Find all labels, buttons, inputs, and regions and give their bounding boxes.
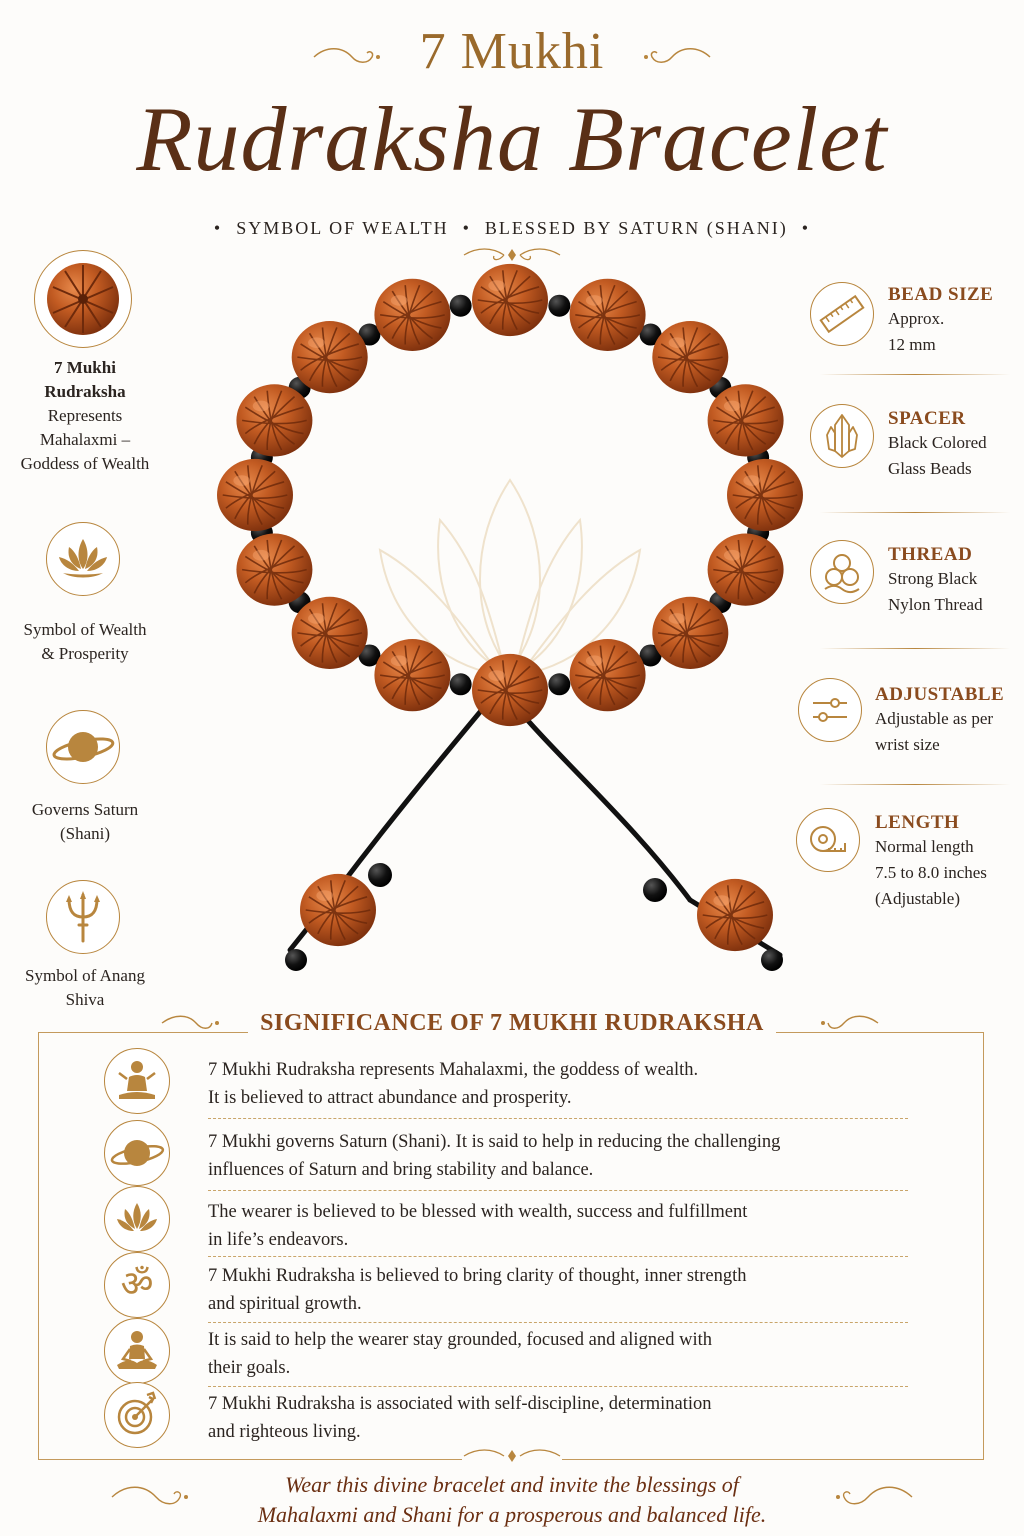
rudraksha-bead (236, 534, 312, 606)
spec-length (875, 812, 987, 912)
ruler-icon (811, 283, 873, 345)
rudraksha-bead (570, 639, 646, 711)
spec-thread-circle (810, 540, 874, 604)
rudraksha-bead (374, 639, 450, 711)
significance-bottom-ornament (462, 1446, 562, 1466)
spec-bead-size-line1: Approx. (888, 309, 945, 328)
spec-adjustable-line1: Adjustable as per (875, 709, 994, 728)
spec-spacer-line2: Glass Beads (888, 459, 972, 478)
black-spacer-bead (368, 863, 392, 887)
left-feature-1-text: Represents Mahalaxmi – Goddess of Wealth (20, 406, 150, 473)
spec-divider (820, 648, 1010, 649)
significance-title: SIGNIFICANCE OF 7 MUKHI RUDRAKSHA (0, 1010, 1024, 1037)
sig-row-1: 7 Mukhi Rudraksha represents Mahalaxmi, the goddess of wealth. It is believed to attract abundance and prosperity. (208, 1060, 699, 1108)
meditation-icon (105, 1319, 169, 1383)
left-feature-3: Governs Saturn (Shani) (31, 800, 139, 843)
lotus-icon (105, 1187, 169, 1251)
spec-length-title: LENGTH (875, 812, 960, 833)
spec-spacer-circle (810, 404, 874, 468)
measuring-tape-icon (797, 809, 859, 871)
sig-divider (208, 1118, 908, 1119)
saturn-planet-icon (47, 711, 119, 783)
rudraksha-bead-dangle (697, 879, 773, 951)
left-feature-1-title: 7 Mukhi Rudraksha (44, 358, 126, 401)
sig-row-2: 7 Mukhi governs Saturn (Shani). It is said to help in reducing the challenging influences of Saturn and bring stability and balance. (208, 1132, 781, 1180)
spec-length-line2: 7.5 to 8.0 inches (875, 863, 987, 882)
rudraksha-bead-dangle (300, 874, 376, 946)
left-feature-2: Symbol of Wealth & Prosperity (23, 620, 147, 663)
spec-length-line3: (Adjustable) (875, 889, 960, 908)
spec-thread (888, 544, 983, 618)
saturn-circle (46, 710, 120, 784)
rudraksha-bead (292, 597, 368, 669)
rudraksha-bead (652, 597, 728, 669)
tagline-wealth: SYMBOL OF WEALTH (236, 218, 449, 238)
black-spacer-bead (548, 673, 570, 695)
spec-spacer-line1: Black Colored (888, 433, 987, 452)
sig-icon-target (104, 1382, 170, 1448)
sig-row-5: It is said to help the wearer stay grounded, focused and aligned with their goals. (208, 1330, 712, 1378)
spec-divider (820, 784, 1010, 785)
rudraksha-bead (708, 534, 784, 606)
spec-length-line1: Normal length (875, 837, 974, 856)
lotus-icon (47, 523, 119, 595)
sig-icon-om (104, 1252, 170, 1318)
black-spacer-bead (761, 949, 783, 971)
sig-row-6: 7 Mukhi Rudraksha is associated with self-discipline, determination and righteous living. (208, 1394, 712, 1442)
rudraksha-bead (708, 384, 784, 456)
sig-icon-goddess (104, 1048, 170, 1114)
thread-knot-icon (811, 541, 873, 603)
black-spacer-bead (285, 949, 307, 971)
spec-length-circle (796, 808, 860, 872)
spec-adjustable-line2: wrist size (875, 735, 940, 754)
spec-bead-size (888, 284, 993, 358)
spec-divider (820, 374, 1010, 375)
black-spacer-bead (643, 878, 667, 902)
rudraksha-bead (570, 279, 646, 351)
title-top: 7 Mukhi (419, 23, 605, 80)
rudraksha-bead (472, 654, 548, 726)
spec-thread-line2: Nylon Thread (888, 595, 983, 614)
om-icon: ॐ (120, 1264, 154, 1305)
spec-thread-title: THREAD (888, 544, 973, 565)
footer-line-2: Mahalaxmi and Shani for a prosperous and balanced life. (257, 1502, 767, 1527)
rudraksha-bead (292, 321, 368, 393)
black-spacer-bead (450, 295, 472, 317)
lotus-circle (46, 522, 120, 596)
rudraksha-bead-icon (35, 251, 131, 347)
sig-divider (208, 1190, 908, 1191)
left-feature-4: Symbol of Anang Shiva (25, 966, 145, 1009)
spec-adjustable (875, 684, 1004, 758)
bracelet-image (200, 260, 820, 980)
crystal-icon (811, 405, 873, 467)
rudraksha-bead (236, 384, 312, 456)
rudraksha-bead-circle (34, 250, 132, 348)
rudraksha-bead (374, 279, 450, 351)
black-spacer-bead (548, 295, 570, 317)
sig-row-3: The wearer is believed to be blessed with wealth, success and fulfillment in life’s endeavors. (208, 1202, 748, 1250)
spec-thread-line1: Strong Black (888, 569, 978, 588)
tagline-saturn: BLESSED BY SATURN (SHANI) (484, 218, 788, 238)
sig-icon-saturn (104, 1120, 170, 1186)
rudraksha-bead (472, 264, 548, 336)
trishul-circle (46, 880, 120, 954)
left-feature-1 (20, 356, 150, 476)
sig-divider (208, 1322, 908, 1323)
sig-divider (208, 1256, 908, 1257)
rudraksha-bead (652, 321, 728, 393)
footer-message (0, 1470, 1024, 1530)
spec-adjustable-circle (798, 678, 862, 742)
target-icon (105, 1383, 169, 1447)
trishul-icon (47, 881, 119, 953)
rudraksha-bead (217, 459, 293, 531)
sig-icon-lotus (104, 1186, 170, 1252)
sig-icon-meditation (104, 1318, 170, 1384)
rudraksha-bead (727, 459, 803, 531)
spec-spacer (888, 408, 987, 482)
sig-row-4: 7 Mukhi Rudraksha is believed to bring clarity of thought, inner strength and spiritual growth. (208, 1266, 747, 1314)
saturn-planet-icon (105, 1121, 169, 1185)
spec-bead-size-circle (810, 282, 874, 346)
tagline: • SYMBOL OF WEALTH • BLESSED BY SATURN (SHANI) • (213, 218, 811, 238)
sig-divider (208, 1386, 908, 1387)
goddess-icon (105, 1049, 169, 1113)
slider-adjust-icon (799, 679, 861, 741)
footer-line-1: Wear this divine bracelet and invite the blessings of (285, 1472, 739, 1497)
spec-bead-size-line2: 12 mm (888, 335, 936, 354)
page-title: Rudraksha Bracelet (136, 88, 888, 190)
black-spacer-bead (450, 673, 472, 695)
spec-adjustable-title: ADJUSTABLE (875, 684, 1005, 705)
spec-bead-size-title: BEAD SIZE (888, 284, 994, 305)
spec-divider (820, 512, 1010, 513)
spec-spacer-title: SPACER (888, 408, 966, 429)
